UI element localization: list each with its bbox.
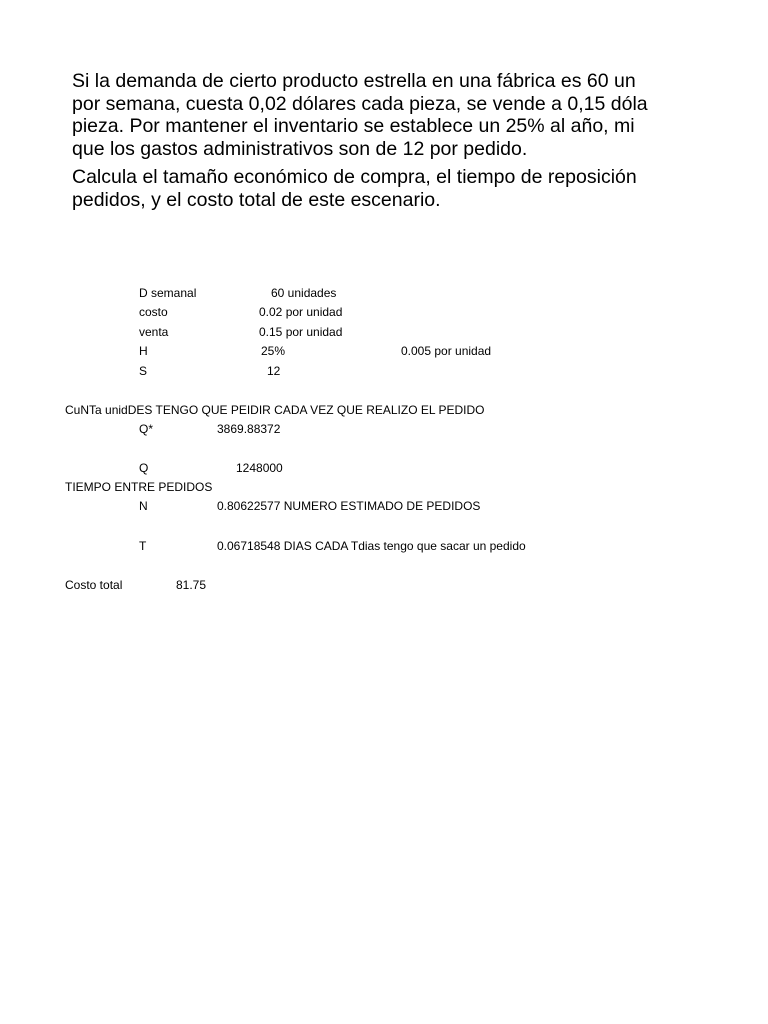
problem-line-3: pieza. Por mantener el inventario se establece un 25% al año, mi	[72, 115, 635, 137]
h-value: 25%	[261, 344, 286, 358]
problem-statement	[72, 70, 768, 211]
q-star-label: Q*	[139, 422, 154, 436]
venta-label: venta	[139, 325, 169, 339]
n-value: 0.80622577 NUMERO ESTIMADO DE PEDIDOS	[217, 499, 481, 513]
quantity-heading: CuNTa unidDES TENGO QUE PEIDIR CADA VEZ QUE REALIZO EL PEDIDO	[65, 403, 485, 417]
costo-value: 0.02 por unidad	[259, 305, 343, 319]
costo-label: costo	[139, 305, 168, 319]
q-value: 1248000	[236, 461, 283, 475]
tiempo-heading: TIEMPO ENTRE PEDIDOS	[65, 480, 213, 494]
s-value: 12	[267, 364, 281, 378]
question-line-1: Calcula el tamaño económico de compra, el tiempo de reposición	[72, 166, 637, 188]
problem-line-2: por semana, cuesta 0,02 dólares cada pieza, se vende a 0,15 dóla	[72, 92, 648, 115]
n-label: N	[139, 499, 148, 513]
problem-line-4: que los gastos administrativos son de 12 por pedido.	[72, 137, 528, 160]
t-value: 0.06718548 DIAS CADA Tdias tengo que sacar un pedido	[217, 539, 526, 553]
question-line-2: pedidos, y el costo total de este escenario.	[72, 188, 441, 211]
d-semanal-label: D semanal	[139, 286, 197, 300]
t-label: T	[139, 539, 147, 553]
q-label: Q	[139, 461, 149, 475]
problem-line-1: Si la demanda de cierto producto estrella en una fábrica es 60 un	[72, 70, 636, 92]
h-label: H	[139, 344, 148, 358]
s-label: S	[139, 364, 148, 378]
h-per-unit-value: 0.005 por unidad	[401, 344, 492, 358]
d-semanal-value: 60 unidades	[271, 286, 337, 300]
costo-total-label: Costo total	[65, 578, 123, 592]
q-star-value: 3869.88372	[217, 422, 281, 436]
venta-value: 0.15 por unidad	[259, 325, 343, 339]
costo-total-value: 81.75	[176, 578, 207, 592]
